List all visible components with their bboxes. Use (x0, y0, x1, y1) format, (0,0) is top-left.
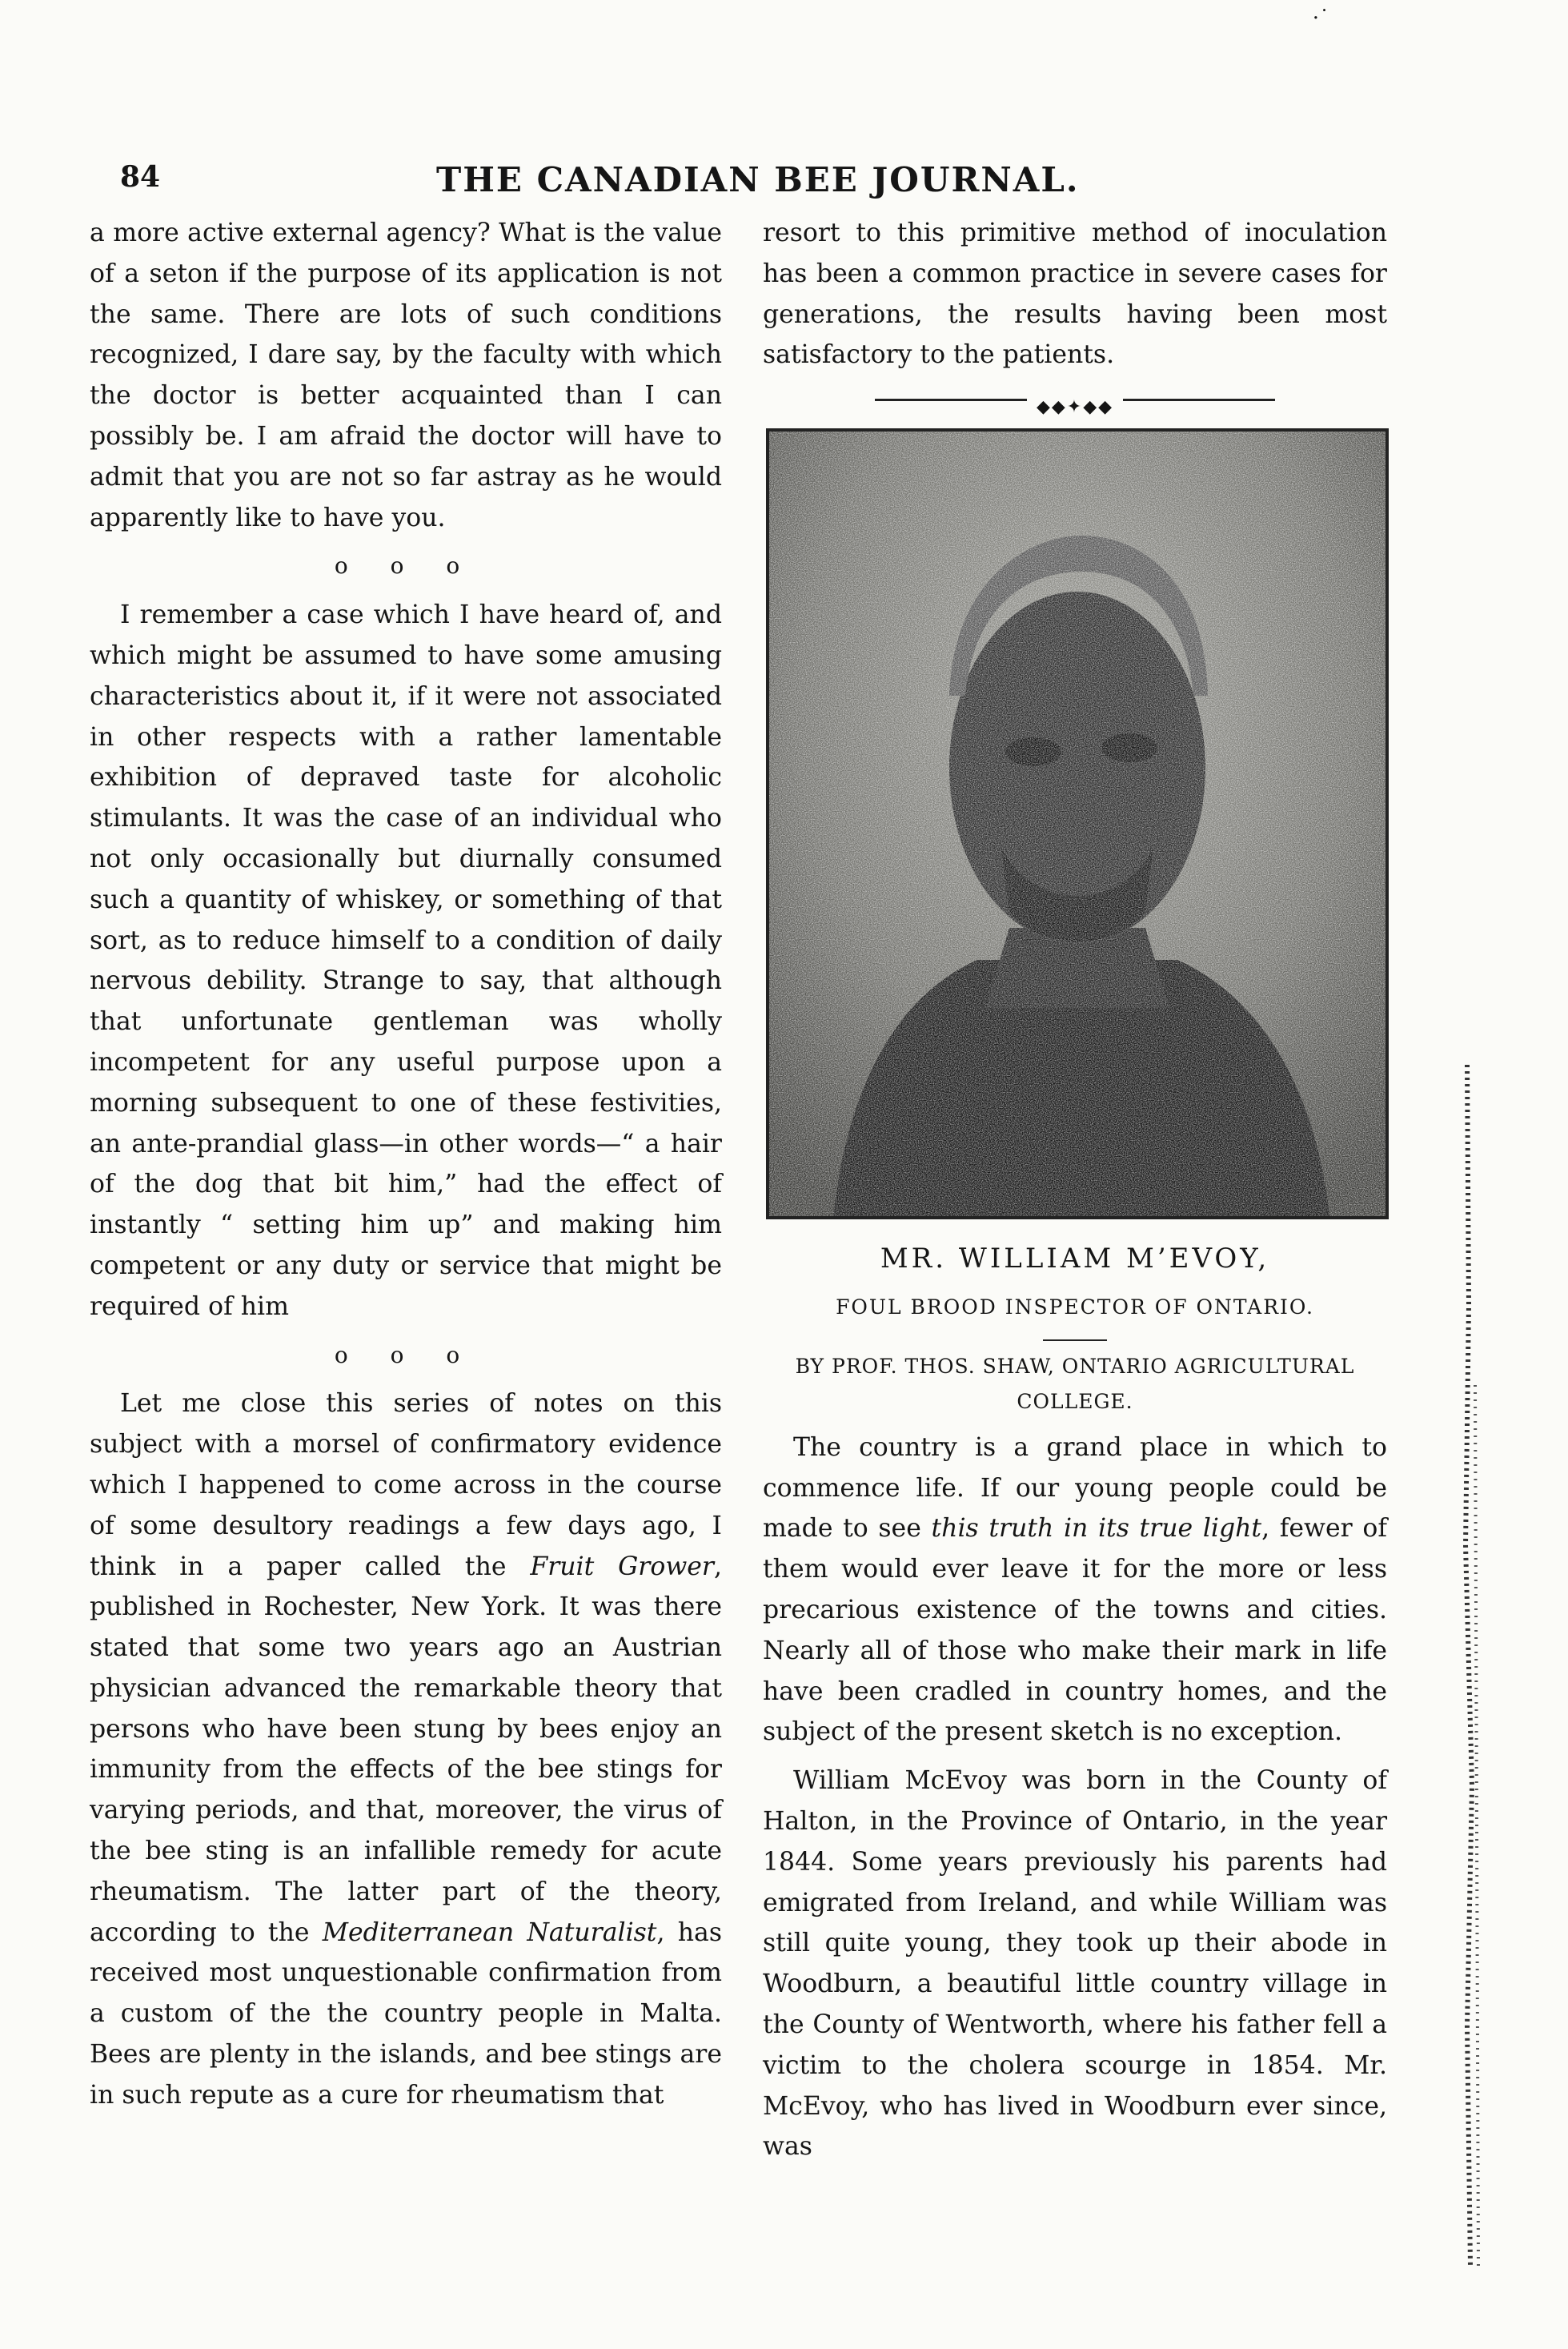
italic-text: Mediterranean Naturalist (322, 1917, 657, 1947)
portrait-image (769, 432, 1386, 1216)
page-number: 84 (120, 160, 161, 194)
ornament-icon: ◆◆✦◆◆ (1027, 387, 1123, 428)
section-divider: o o o (334, 1341, 478, 1368)
italic-text: this truth in its true light (931, 1514, 1262, 1544)
italic-text: Fruit Grower (530, 1552, 714, 1581)
text-run: Let me close this series of notes on this subject with a morsel of confirmatory evidence which I happened to come across in the course of some desultory readings a few days ago, I think in a paper called the (90, 1389, 722, 1581)
text-run: The country is a grand place in which to commence life. If our young people could be made to see (763, 1432, 1387, 1544)
text-run: , has received most unquestionable confirmation from a custom of the the country people in Malta. Bees are plenty in the islands, and bee stings are in such repute as a cure for rheumatism that (90, 1917, 722, 2110)
text-run: , published in Rochester, New York. It was there stated that some two years ago an Austrian physician advanced the remarkable theory that persons who have been stung by bees enjoy an immunity from the effects of the bee stings for varying periods, and that, moreover, the virus of the bee sting is an infallible remedy for acute rheumatism. The latter part of the theory, according to the (90, 1552, 722, 1947)
corner-speck: ·˙ (1312, 6, 1329, 30)
byline-continued: COLLEGE. (1017, 1389, 1133, 1413)
paragraph (90, 1383, 722, 2115)
paragraph: resort to this primitive method of inoculation has been a common practice in severe cases for generations, the results having been most satisfactory to the patients. (763, 219, 1387, 370)
right-column (763, 213, 1387, 2175)
binding-edge-mark (1451, 1065, 1491, 2266)
section-divider: o o o (334, 552, 478, 580)
caption-rule (1043, 1339, 1107, 1341)
paragraph (763, 1427, 1387, 1753)
running-title: THE CANADIAN BEE JOURNAL. (436, 160, 1080, 199)
ornamental-rule (763, 385, 1387, 418)
byline: BY PROF. THOS. SHAW, ONTARIO AGRICULTURAL (795, 1354, 1355, 1378)
paragraph: I remember a case which I have heard of, and which might be assumed to have some amusing characteristics about it, if it were not associated in other respects with a rather lamentable exhibition of depraved taste for alcoholic stimulants. It was the case of an individual who not only occasionally but diurnally consumed such a quantity of whiskey, or something of that sort, as to reduce himself to a condition of daily nervous debility. Strange to say, that although that unfortunate gentleman was wholly incompetent for any useful purpose upon a morning subsequent to one of these festivities, an ante-prandial glass—in other words—“ a hair of the dog that bit him,” had the effect of instantly “ setting him up” and making him competent or any duty or service that might be required of him (90, 600, 722, 1321)
photo-caption-name: MR. WILLIAM M’EVOY, (880, 1243, 1270, 1275)
paragraph: William McEvoy was born in the County of Halton, in the Province of Ontario, in the year 1844. Some years previously his parents had emigrated from Ireland, and while William was still quite young, they took up their abode in Woodburn, a beautiful little country village in the County of Wentworth, where his father fell a victim to the cholera scourge in 1854. Mr. McEvoy, who has lived in Woodburn ever since, was (763, 1766, 1387, 2162)
portrait-photo (766, 428, 1389, 1219)
photo-caption-title: FOUL BROOD INSPECTOR OF ONTARIO. (836, 1295, 1314, 1319)
paragraph: a more active external agency? What is the value of a seton if the purpose of its application is not the same. There are lots of such conditions recognized, I dare say, by the faculty with which the doctor is better acquainted than I can possibly be. I am afraid the doctor will have to admit that you are not so far astray as he would apparently like to have you. (90, 219, 722, 532)
left-column (90, 213, 722, 2124)
page-header (120, 160, 1080, 208)
text-run: , fewer of them would ever leave it for the more or less precarious existence of the towns and cities. Nearly all of those who make their mark in life have been cradled in country homes, and the subject of the present sketch is no exception. (763, 1514, 1387, 1747)
